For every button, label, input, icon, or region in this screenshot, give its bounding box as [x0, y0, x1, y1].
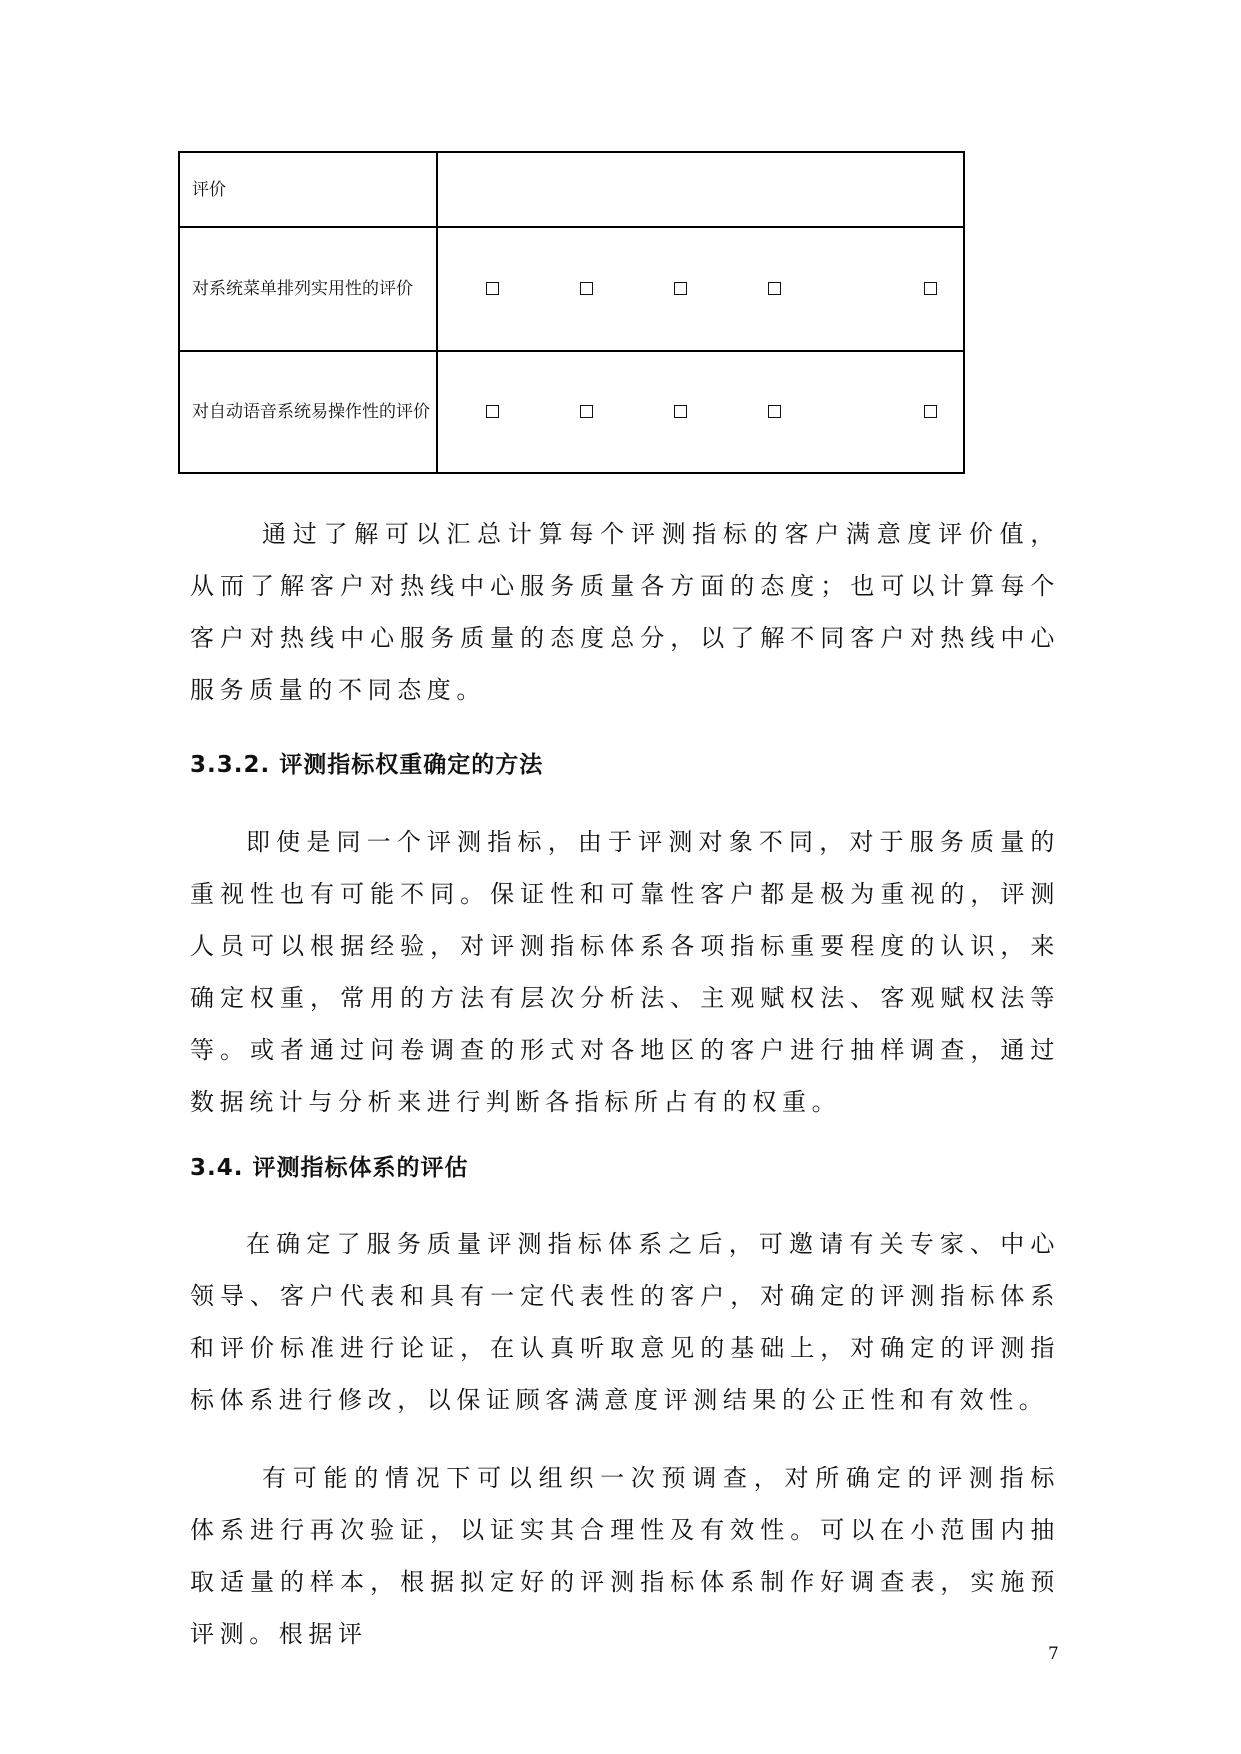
paragraph-summary: 通过了解可以汇总计算每个评测指标的客户满意度评价值，从而了解客户对热线中心服务质量各方面的态度；也可以计算每个客户对热线中心服务质量的态度总分，以了解不同客户对热线中心服务质量的不同态度。: [190, 520, 1060, 704]
rating-checkbox-5[interactable]: [924, 405, 937, 418]
section-heading-3-3-2: 3.3.2. 评测指标权重确定的方法: [190, 752, 544, 778]
rating-checkbox-4[interactable]: [768, 405, 781, 418]
table-cell-options: [437, 152, 964, 227]
paragraph-weighting: 即使是同一个评测指标，由于评测对象不同，对于服务质量的重视性也有可能不同。保证性和可靠性客户都是极为重视的，评测人员可以根据经验，对评测指标体系各项指标重要程度的认识，来确定权重，常用的方法有层次分析法、主观赋权法、客观赋权法等等。或者通过问卷调查的形式对各地区的客户进行抽样调查，通过数据统计与分析来进行判断各指标所占有的权重。: [190, 828, 1060, 1116]
table-row: [179, 227, 964, 351]
table-cell-options: [437, 227, 964, 351]
row-label: 对系统菜单排列实用性的评价: [192, 279, 413, 299]
paragraph-evaluation: 在确定了服务质量评测指标体系之后，可邀请有关专家、中心领导、客户代表和具有一定代表性的客户，对确定的评测指标体系和评价标准进行论证，在认真听取意见的基础上，对确定的评测指标体系进行修改，以保证顾客满意度评测结果的公正性和有效性。: [190, 1230, 1060, 1414]
rating-checkbox-3[interactable]: [674, 405, 687, 418]
rating-checkbox-2[interactable]: [580, 282, 593, 295]
rating-checkbox-4[interactable]: [768, 282, 781, 295]
rating-checkbox-2[interactable]: [580, 405, 593, 418]
row-label: 对自动语音系统易操作性的评价: [192, 402, 430, 422]
survey-table: [178, 151, 965, 474]
table-cell-label: [179, 351, 437, 473]
table-cell-label: [179, 227, 437, 351]
page-number: 7: [1048, 1644, 1059, 1664]
table-cell-options: [437, 351, 964, 473]
table-row: [179, 351, 964, 473]
table-cell-label: [179, 152, 437, 227]
rating-checkbox-1[interactable]: [486, 282, 499, 295]
rating-checkbox-1[interactable]: [486, 405, 499, 418]
row-label: 评价: [192, 179, 226, 200]
table-row: [179, 152, 964, 227]
section-heading-3-4: 3.4. 评测指标体系的评估: [190, 1155, 469, 1181]
paragraph-pre-survey: 有可能的情况下可以组织一次预调查，对所确定的评测指标体系进行再次验证，以证实其合理性及有效性。可以在小范围内抽取适量的样本，根据拟定好的评测指标体系制作好调查表，实施预评测。根据评: [190, 1464, 1060, 1648]
rating-checkbox-3[interactable]: [674, 282, 687, 295]
rating-checkbox-5[interactable]: [924, 282, 937, 295]
